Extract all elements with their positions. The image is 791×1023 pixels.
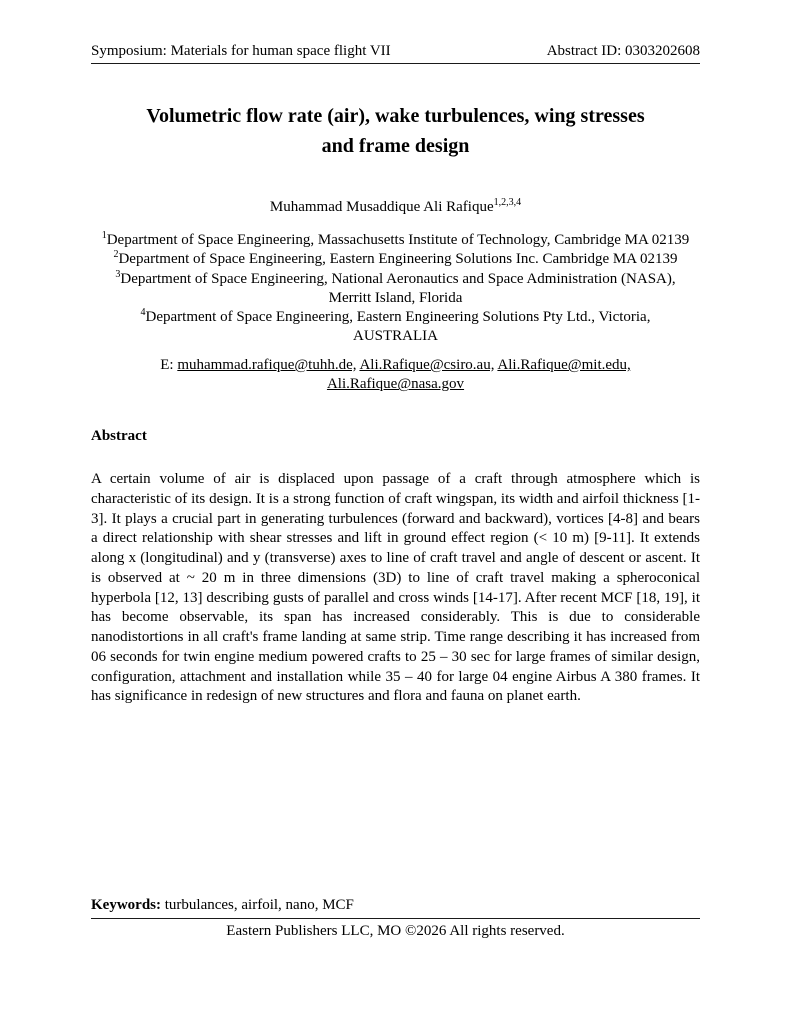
publisher-footer: Eastern Publishers LLC, MO ©2026 All rights reserved. bbox=[91, 918, 700, 940]
affiliation-text: Merritt Island, Florida bbox=[328, 289, 463, 306]
email-link[interactable]: Ali.Rafique@csiro.au, bbox=[359, 357, 495, 373]
keywords-label: Keywords: bbox=[91, 897, 165, 913]
affiliation-marker: 3 bbox=[115, 268, 121, 280]
email-link[interactable]: Ali.Rafique@nasa.gov bbox=[326, 376, 465, 393]
running-header bbox=[91, 43, 700, 64]
paper-title bbox=[91, 101, 700, 161]
affiliations bbox=[91, 231, 700, 347]
abstract-heading: Abstract bbox=[91, 428, 147, 444]
email-link[interactable]: Ali.Rafique@mit.edu, bbox=[497, 357, 631, 373]
abstract-body: A certain volume of air is displaced upon passage of a craft through atmosphere which is characteristic of its design. It is a strong function of craft wingspan, its width and airfoil thickness [1-3]. It plays a crucial part in generating turbulences (forward and backward), vortices [4-8] and bears a direct relationship with shear stresses and lift in ground effect region (< 10 m) [9-11]. It extends along x (longitudinal) and y (transverse) axes to line of craft travel and angle of descent or ascent. It is observed at ~ 20 m in three dimensions (3D) to line of craft travel making a spheroconical hyperbola [12, 13] describing gusts of parallel and cross winds [14-17]. After recent MCF [18, 19], it has become observable, its span has increased considerably. This is due to considerable nanodistortions in all craft's frame landing at same strip. Time range describing it has increased from 06 seconds for twin engine medium powered crafts to 25 – 30 sec for large frames of similar design, configuration, attachment and installation while 35 – 40 for large 04 engine Airbus A 380 frames. It has significance in redesign of new structures and flora and fauna on planet earth. bbox=[91, 471, 700, 705]
affiliation-text: AUSTRALIA bbox=[353, 328, 438, 345]
page-bottom bbox=[91, 897, 700, 940]
keywords-text: turbulances, airfoil, nano, MCF bbox=[164, 897, 354, 913]
affiliation-line bbox=[91, 250, 700, 269]
author-line bbox=[91, 199, 700, 216]
affiliation-text: Department of Space Engineering, Massachusetts Institute of Technology, Cambridge MA 02139 bbox=[106, 232, 690, 248]
affiliation-marker: 4 bbox=[140, 307, 146, 319]
author-name: Muhammad Musaddique Ali Rafique bbox=[269, 199, 494, 215]
paper-title-line-2: and frame design bbox=[321, 135, 470, 157]
keywords-line bbox=[91, 897, 700, 914]
abstract-id: Abstract ID: 0303202608 bbox=[546, 43, 700, 59]
affiliation-marker: 2 bbox=[113, 249, 119, 261]
affiliation-line bbox=[91, 308, 700, 327]
email-line-1 bbox=[91, 356, 700, 375]
author-affiliation-superscript: 1,2,3,4 bbox=[493, 197, 522, 208]
affiliation-line bbox=[91, 231, 700, 250]
affiliation-marker: 1 bbox=[101, 230, 107, 241]
affiliation-line bbox=[91, 327, 700, 346]
affiliation-text: Department of Space Engineering, National Aeronautics and Space Administration (NASA), bbox=[120, 270, 676, 287]
affiliation-line bbox=[91, 289, 700, 308]
paper-title-line-1: Volumetric flow rate (air), wake turbulences, wing stresses bbox=[146, 105, 645, 127]
affiliation-text: Department of Space Engineering, Eastern Engineering Solutions Inc. Cambridge MA 02139 bbox=[118, 251, 678, 268]
affiliation-text: Department of Space Engineering, Eastern Engineering Solutions Pty Ltd., Victoria, bbox=[145, 309, 651, 326]
email-link[interactable]: muhammad.rafique@tuhh.de, bbox=[177, 357, 357, 373]
affiliation-line bbox=[91, 270, 700, 289]
email-line-2 bbox=[91, 375, 700, 394]
email-label: E: bbox=[160, 357, 178, 373]
symposium-label: Symposium: Materials for human space flight VII bbox=[91, 43, 391, 59]
email-block bbox=[91, 356, 700, 395]
